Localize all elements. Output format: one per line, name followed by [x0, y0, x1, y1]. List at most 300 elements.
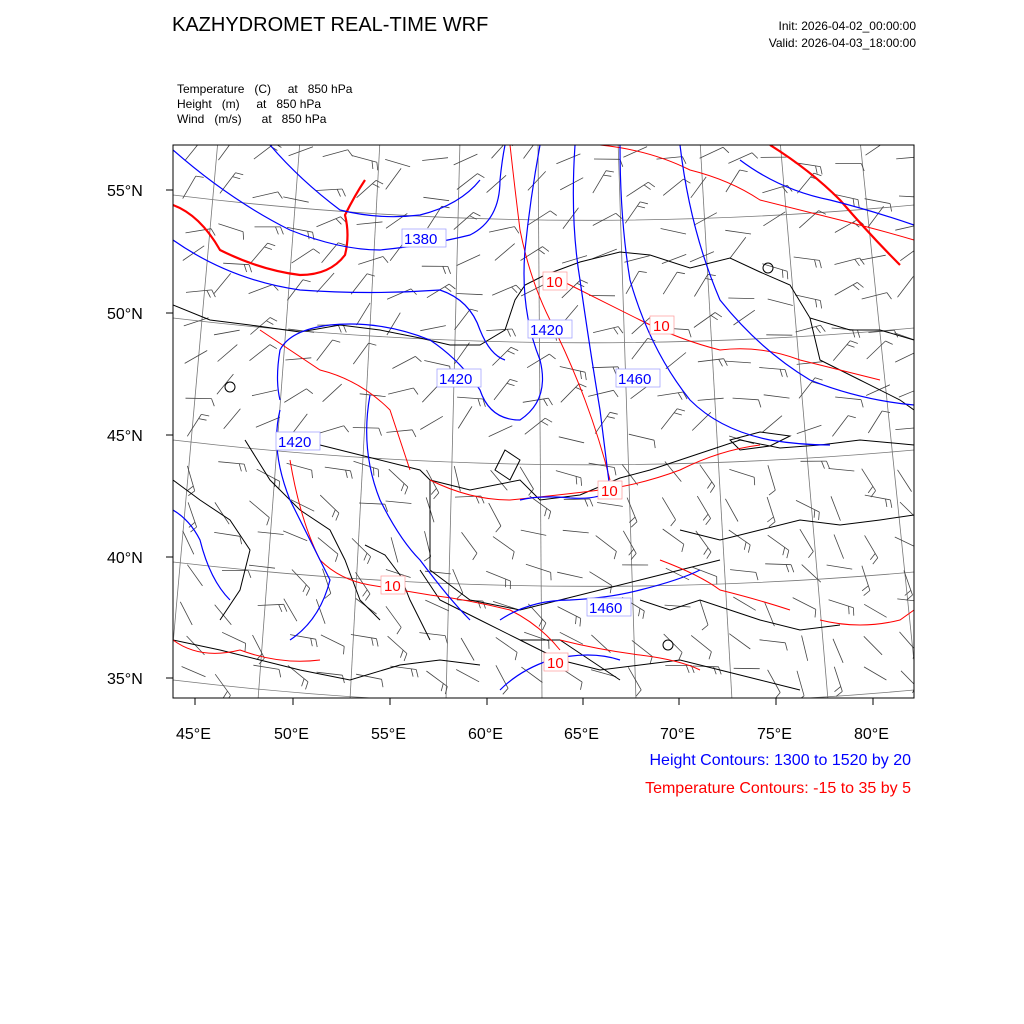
wind-barb — [357, 222, 383, 225]
wind-barb-feather — [367, 274, 375, 276]
wind-barb — [323, 384, 342, 402]
wind-barb — [292, 570, 310, 589]
height-contour-1400 — [278, 145, 543, 420]
wind-barb-feather — [581, 280, 588, 283]
wind-barb-feather — [344, 426, 349, 432]
wind-barb-feather — [249, 265, 251, 273]
wind-barb-feather — [336, 219, 342, 225]
wind-barb-feather — [351, 471, 353, 479]
wind-barb-feather — [443, 266, 446, 274]
wind-barb — [456, 670, 479, 682]
wind-barb — [589, 463, 615, 467]
wind-barb — [734, 310, 755, 325]
wind-barb-feather — [342, 189, 345, 196]
wind-barb-feather — [267, 518, 270, 526]
wind-barb — [666, 568, 689, 580]
wind-barb — [317, 217, 341, 227]
temperature-contour-legend: Temperature Contours: -15 to 35 by 5 — [645, 780, 911, 797]
wind-barb — [894, 333, 919, 342]
wind-barb-feather — [654, 440, 655, 448]
wind-barb-feather — [478, 174, 485, 178]
wind-barb-feather — [590, 499, 593, 506]
wind-barb-feather — [822, 461, 825, 468]
wind-barb-feather — [719, 359, 723, 366]
wind-barb-feather — [264, 247, 272, 250]
temp-contour-10b — [560, 280, 880, 380]
wind-barb-feather — [516, 285, 522, 291]
wind-barb-feather — [279, 605, 282, 612]
wind-barb — [185, 140, 201, 160]
wind-barb-feather — [415, 356, 421, 361]
wind-barb — [663, 272, 677, 294]
wind-barb — [797, 425, 822, 433]
wind-barb — [454, 154, 478, 165]
lake-3 — [663, 640, 673, 650]
wind-barb-feather — [512, 552, 514, 560]
wind-barb-feather — [226, 695, 230, 702]
wind-barb-feather — [678, 393, 682, 400]
wind-barb — [563, 208, 579, 229]
wind-barb-feather — [233, 177, 241, 179]
wind-barb-feather — [405, 487, 408, 495]
wind-barb — [698, 398, 724, 400]
wind-barb — [898, 277, 914, 298]
wind-barb — [353, 343, 368, 364]
wind-barb — [283, 531, 307, 541]
wind-barb-feather — [644, 185, 651, 190]
height-contour-legend: Height Contours: 1300 to 1520 by 20 — [649, 752, 911, 769]
wind-barb-feather — [689, 330, 691, 338]
wind-barb-feather — [316, 639, 318, 647]
border-caucasus — [173, 480, 250, 620]
wind-barb-feather — [816, 327, 821, 333]
wind-barb — [661, 409, 677, 430]
wind-barb-feather — [196, 176, 204, 177]
wind-barb-feather — [711, 315, 718, 319]
wind-barb-feather — [510, 379, 518, 381]
wind-barb-feather — [302, 679, 305, 687]
wind-barb — [868, 206, 884, 227]
wind-barb — [897, 599, 923, 602]
wind-barb-feather — [862, 586, 868, 591]
wind-barb — [794, 257, 820, 260]
wind-barb-feather — [211, 229, 215, 236]
wind-barb-feather — [187, 486, 193, 491]
wind-barb — [904, 571, 913, 596]
wind-barb — [455, 343, 470, 364]
wind-barb-feather — [545, 418, 552, 422]
wind-barb-feather — [707, 482, 711, 489]
temp-label-10-d: 10 — [384, 578, 401, 595]
wind-barb-feather — [827, 461, 830, 468]
wind-barb-feather — [710, 486, 714, 493]
wind-barb — [864, 667, 886, 680]
wind-barb-feather — [671, 520, 676, 526]
wind-barb-feather — [715, 313, 722, 317]
wind-barb-feather — [703, 514, 708, 520]
wind-barb-feather — [548, 398, 552, 405]
wind-barb-feather — [767, 517, 773, 522]
wind-barb-feather — [412, 430, 416, 437]
height-label-1460-a: 1460 — [618, 371, 652, 388]
wind-barb-feather — [536, 142, 544, 144]
height-label-1420-a: 1420 — [530, 322, 564, 339]
wind-barb-feather — [337, 189, 340, 196]
wind-barb-feather — [686, 665, 689, 673]
wind-barb-feather — [858, 330, 860, 338]
wind-barb-feather — [336, 513, 339, 520]
wind-barb — [559, 437, 584, 443]
wind-barb-feather — [576, 616, 577, 624]
wind-barb-feather — [754, 477, 755, 485]
wind-barb-feather — [313, 249, 320, 254]
lat-label-45: 45°N — [107, 428, 143, 445]
wind-barb — [420, 416, 443, 429]
wind-barb-feather — [916, 689, 919, 696]
wind-barb-feather — [679, 652, 682, 659]
wind-barb-feather — [400, 650, 403, 658]
wind-barb-feather — [887, 293, 892, 300]
wind-barb-feather — [496, 526, 501, 532]
wind-barb-feather — [886, 499, 887, 507]
wind-barb — [425, 600, 449, 611]
wind-barb — [624, 256, 649, 263]
temp-label-10-c: 10 — [601, 483, 618, 500]
wind-barb-feather — [266, 321, 273, 325]
wind-barb — [253, 192, 278, 198]
wind-barb — [760, 640, 786, 643]
wind-barb — [495, 244, 515, 261]
wind-barb-feather — [752, 153, 758, 159]
wind-barb-feather — [544, 399, 548, 406]
wind-barb-feather — [411, 669, 413, 677]
wind-barb — [387, 289, 411, 299]
wind-barbs — [180, 138, 928, 703]
wind-barb-feather — [441, 683, 443, 691]
wind-barb-feather — [470, 309, 478, 311]
wind-barb — [762, 185, 787, 193]
wind-barb — [292, 414, 308, 435]
wind-barb — [454, 212, 474, 229]
wind-barb — [218, 345, 238, 362]
wind-barb — [829, 600, 854, 608]
wind-barb — [900, 245, 921, 260]
wind-barb — [627, 498, 637, 522]
border-balkhash — [730, 432, 790, 450]
wind-barb-feather — [416, 670, 418, 678]
wind-barb-feather — [783, 187, 788, 193]
wind-barb — [694, 313, 715, 328]
wind-barb-feather — [306, 389, 312, 394]
wind-barb — [289, 147, 313, 156]
wind-barb-feather — [677, 272, 685, 274]
wind-barb — [317, 273, 334, 292]
wind-barb — [461, 638, 474, 661]
wind-barb-feather — [921, 245, 928, 249]
wind-barb — [663, 529, 684, 544]
wind-barb-feather — [905, 590, 911, 595]
wind-barb-feather — [607, 417, 615, 419]
wind-barb — [320, 495, 339, 513]
wind-barb — [422, 158, 448, 161]
wind-barb-feather — [268, 243, 276, 246]
wind-barb — [420, 326, 446, 331]
wind-barb — [496, 637, 517, 652]
wind-barb-feather — [870, 554, 875, 560]
wind-barb-feather — [864, 591, 870, 596]
wind-barb-feather — [199, 419, 207, 421]
wind-barb — [185, 351, 208, 364]
wind-barb-feather — [816, 299, 817, 307]
wind-barb-feather — [886, 341, 893, 344]
wind-barb-feather — [860, 258, 865, 265]
wind-barb — [728, 153, 752, 164]
wind-barb-feather — [445, 636, 447, 644]
wind-barb — [833, 639, 843, 663]
wind-barb-feather — [580, 371, 581, 379]
wind-barb — [214, 330, 240, 335]
wind-barb — [726, 170, 740, 192]
wind-barb-feather — [868, 486, 873, 493]
wind-barb-feather — [814, 173, 822, 176]
wind-barb — [563, 530, 589, 533]
wind-barb-feather — [916, 226, 921, 233]
wind-barb-feather — [445, 287, 451, 292]
wind-barb-feather — [759, 400, 761, 408]
wind-barb-feather — [507, 329, 510, 336]
wind-barb — [455, 309, 471, 330]
wind-barb-feather — [207, 290, 211, 297]
wind-barb-feather — [639, 271, 647, 272]
wind-barb-feather — [923, 602, 925, 610]
wind-barb-feather — [821, 325, 826, 331]
wind-barb-feather — [682, 544, 684, 552]
height-label-1420-c: 1420 — [278, 434, 312, 451]
wind-barb-feather — [539, 619, 543, 626]
wind-barb — [597, 503, 623, 507]
wind-barb-feather — [512, 329, 515, 336]
wind-barb-feather — [306, 588, 309, 595]
wind-barb — [258, 604, 284, 605]
wind-barb-feather — [640, 202, 648, 204]
wind-barb — [254, 143, 275, 159]
wind-barb-feather — [921, 224, 926, 231]
wind-barb — [562, 256, 587, 264]
wind-barb — [323, 150, 348, 157]
wind-barb — [768, 299, 793, 306]
wind-barb — [590, 572, 612, 586]
wind-barb — [862, 469, 876, 491]
wind-barb — [354, 461, 379, 469]
wind-barb-feather — [539, 138, 547, 140]
wind-barb-feather — [580, 618, 581, 626]
wind-barb — [182, 667, 206, 677]
wind-barb — [690, 252, 714, 262]
wind-barb — [593, 171, 606, 193]
wind-barb — [386, 606, 401, 627]
wind-barb-feather — [279, 481, 280, 489]
wind-barb — [217, 374, 234, 394]
wind-barb — [180, 602, 192, 625]
wind-barb-feather — [853, 199, 854, 207]
wind-barb-feather — [616, 213, 622, 218]
wind-barb-feather — [542, 623, 546, 630]
valid-time: Valid: 2026-04-03_18:00:00 — [768, 36, 916, 50]
variable-height: Height (m) at 850 hPa — [177, 97, 322, 111]
wind-barb-feather — [850, 341, 858, 344]
wind-barb-feather — [785, 643, 787, 651]
wind-barb-feather — [397, 627, 401, 634]
wind-barb-feather — [448, 266, 451, 273]
wind-barb — [386, 430, 412, 433]
wind-barb — [391, 537, 398, 562]
wind-barb — [697, 496, 710, 518]
wind-barb-feather — [917, 248, 924, 252]
wind-barb-feather — [372, 638, 374, 646]
wind-barb-feather — [473, 553, 477, 560]
wind-barb-feather — [853, 285, 859, 290]
wind-barb-feather — [335, 554, 338, 562]
wind-barb — [793, 598, 816, 610]
wind-barb — [528, 211, 550, 225]
wind-barb — [457, 294, 483, 295]
wind-barb — [183, 176, 196, 199]
wind-barb-feather — [369, 343, 377, 345]
wind-barb-feather — [367, 557, 370, 564]
wind-barb — [730, 237, 746, 258]
wind-barb — [557, 572, 582, 578]
wind-barb — [835, 397, 861, 400]
wind-barb — [558, 607, 581, 619]
height-contour-1480 — [740, 160, 914, 225]
wind-barb-feather — [873, 558, 878, 564]
wind-barb-feather — [372, 161, 373, 169]
lon-label-65: 65°E — [564, 726, 599, 743]
wind-barb-feather — [922, 157, 926, 164]
wind-barb-feather — [787, 271, 788, 279]
wind-barb — [251, 243, 268, 263]
wind-barb — [665, 605, 691, 607]
wind-barb-feather — [614, 551, 616, 559]
wind-barb-feather — [239, 464, 241, 472]
wind-barb — [220, 173, 236, 194]
height-contour-1440 — [620, 145, 830, 445]
wind-barb-feather — [244, 464, 246, 472]
temp-contour-10e — [600, 145, 914, 240]
wind-barb — [489, 426, 513, 437]
wind-barb-feather — [333, 340, 341, 342]
wind-barb — [489, 503, 501, 526]
wind-barb-feather — [585, 499, 588, 506]
wind-barb-feather — [585, 372, 586, 380]
border-tajikistan — [640, 600, 840, 630]
wind-barb-feather — [404, 654, 407, 662]
wind-barb-feather — [853, 330, 855, 338]
height-label-1460-b: 1460 — [589, 600, 623, 617]
wind-barb-feather — [636, 690, 641, 696]
wind-barb — [763, 212, 785, 226]
wind-barb-feather — [401, 484, 404, 492]
border-caspian-coast — [245, 440, 380, 620]
wind-barb-feather — [364, 553, 367, 560]
wind-barb — [250, 345, 271, 361]
wind-barb-feather — [783, 547, 785, 555]
wind-barb — [492, 285, 516, 295]
wind-barb — [224, 409, 241, 429]
wind-barb — [357, 303, 371, 325]
wind-barb — [864, 636, 882, 655]
wind-barb — [385, 159, 410, 166]
wind-barb — [520, 467, 533, 489]
wind-barb — [729, 469, 754, 477]
wind-barb — [700, 147, 724, 158]
wind-barb — [662, 254, 686, 263]
wind-barb — [588, 390, 613, 396]
wind-barb-feather — [377, 639, 379, 647]
wind-barb — [865, 495, 891, 500]
wind-barb-feather — [278, 192, 283, 199]
wind-barb-feather — [332, 510, 335, 517]
wind-barb-feather — [545, 508, 547, 516]
wind-barb — [218, 224, 243, 232]
wind-barb — [486, 329, 512, 331]
wind-barb-feather — [512, 287, 518, 293]
wind-barb — [187, 565, 202, 586]
wind-barb — [556, 471, 581, 478]
wind-barb-feather — [855, 259, 860, 266]
wind-barb — [492, 347, 511, 365]
wind-barb-feather — [816, 166, 818, 174]
wind-barb — [768, 535, 789, 550]
wind-barb — [222, 632, 246, 643]
wind-barb — [486, 571, 510, 581]
lat-label-55: 55°N — [107, 183, 143, 200]
wind-barb — [694, 274, 708, 296]
wind-barb-feather — [707, 552, 711, 559]
wind-barb — [487, 175, 507, 192]
wind-barb — [223, 263, 249, 265]
wind-barb-feather — [549, 354, 555, 359]
wind-barb-feather — [925, 197, 928, 205]
wind-barb — [521, 667, 542, 682]
lake-1 — [225, 382, 235, 392]
wind-barb-feather — [270, 318, 277, 322]
wind-barb-feather — [814, 510, 815, 518]
wind-barb-feather — [378, 469, 379, 477]
wind-barb — [493, 537, 514, 552]
lon-label-80: 80°E — [854, 726, 889, 743]
parallel-55 — [173, 195, 914, 220]
wind-barb-feather — [549, 511, 551, 519]
wind-barb — [388, 388, 413, 394]
wind-barb-feather — [677, 409, 685, 411]
wind-barb — [250, 501, 270, 518]
temp-label-10-e: 10 — [547, 655, 564, 672]
wind-barb — [351, 274, 367, 295]
wind-barb-feather — [923, 387, 929, 393]
wind-barb — [834, 535, 844, 559]
wind-barb-feather — [890, 500, 891, 508]
wind-barb-feather — [890, 204, 892, 212]
wind-barb — [453, 569, 463, 593]
wind-barb-feather — [918, 548, 919, 556]
wind-barb — [528, 171, 546, 190]
lon-label-75: 75°E — [757, 726, 792, 743]
wind-barb-feather — [312, 470, 313, 478]
wind-barb-feather — [603, 175, 611, 176]
wind-barb-feather — [382, 679, 383, 687]
wind-barb-feather — [631, 553, 636, 559]
